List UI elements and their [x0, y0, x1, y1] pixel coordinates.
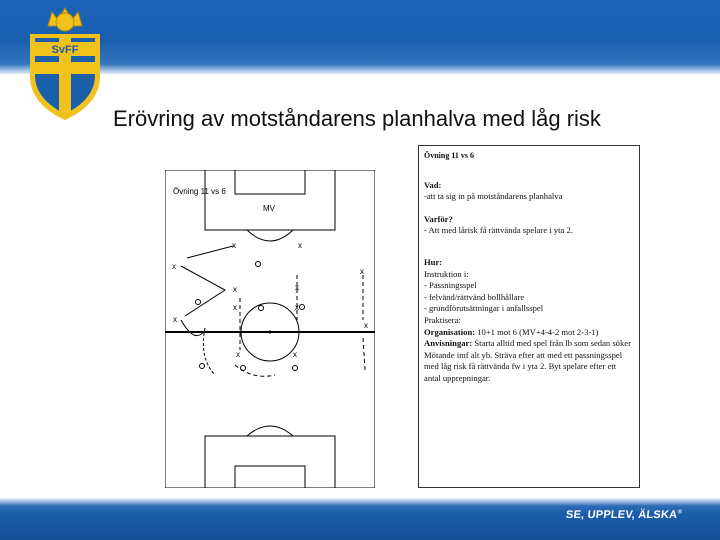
header-bar — [0, 0, 720, 74]
svg-text:x: x — [364, 321, 368, 330]
goalkeeper-label: MV — [263, 204, 275, 213]
svg-text:x: x — [233, 285, 237, 294]
practice-label: Praktisera: — [424, 314, 461, 325]
organisation-label: Organisation: — [424, 326, 476, 337]
svg-text:x: x — [360, 267, 364, 276]
footer-bar — [0, 498, 720, 540]
svg-text:x: x — [173, 315, 177, 324]
tactical-pitch-diagram — [165, 170, 375, 488]
svg-text:x: x — [295, 303, 299, 312]
why-label: Varför? — [424, 213, 453, 224]
svg-text:x: x — [293, 350, 297, 359]
instruction-item: - felvänd/rättvänd bollhållare — [424, 291, 525, 302]
crest-text: SvFF — [51, 44, 79, 56]
svg-text:x: x — [236, 350, 240, 359]
textbox-title: Övning 11 vs 6 — [424, 151, 475, 160]
svff-crest-logo — [26, 4, 104, 122]
directions-label: Anvisningar: — [424, 338, 473, 349]
directions-text: Starta alltid med spel från lb som sedan söker Mötande imf alt yb. Sträva efter att med ett passningsspel med låg risk få rättvända fw i yta 2. Byt spelare efter ett antal upprepningar. — [424, 338, 631, 383]
trademark-mark: ® — [677, 509, 683, 516]
svg-text:x: x — [295, 283, 299, 292]
svg-text:x: x — [298, 241, 302, 250]
svg-text:x: x — [172, 262, 176, 271]
why-text: - Att med lårisk få rättvända spelare i yta 2. — [424, 225, 573, 236]
svg-text:x: x — [233, 303, 237, 312]
what-label: Vad: — [424, 179, 442, 190]
instruction-item: - grundförutsättningar i anfallsspel — [424, 303, 544, 314]
instruction-item: - Passningsspel — [424, 280, 477, 291]
exercise-description-box — [418, 145, 640, 488]
what-text: -att ta sig in på motståndarens planhalva — [424, 191, 563, 202]
exercise-label: Övning 11 vs 6 — [173, 187, 226, 196]
how-label: Hur: — [424, 256, 443, 267]
svg-text:x: x — [232, 241, 236, 250]
footer-slogan — [566, 509, 683, 521]
slogan-text: SE, UPPLEV, ÄLSKA — [565, 509, 679, 521]
instruction-heading: Instruktion i: — [424, 268, 469, 279]
organisation-text: 10+1 mot 6 (MV+4-4-2 mot 2-3-1) — [475, 326, 599, 337]
slide-title: Erövring av motståndarens planhalva med låg risk — [113, 106, 601, 131]
